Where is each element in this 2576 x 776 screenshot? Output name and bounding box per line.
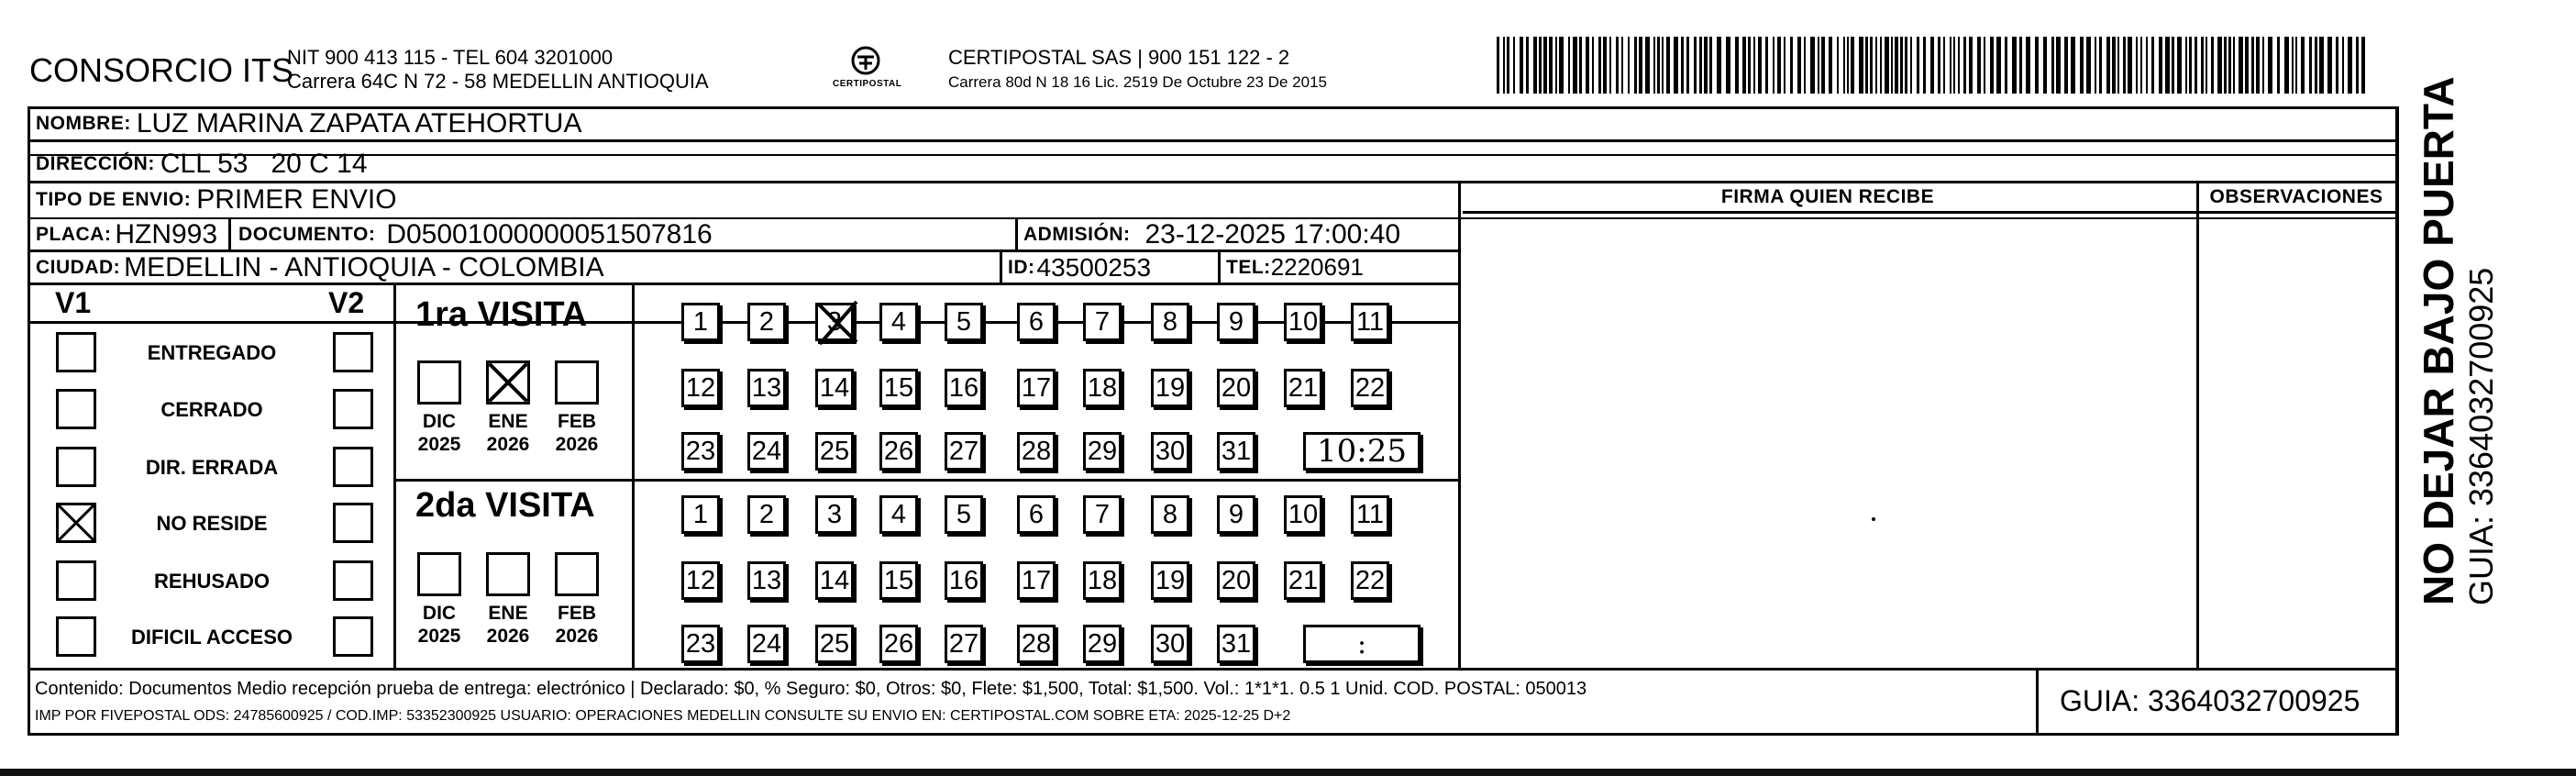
day-check-mark <box>813 298 862 348</box>
day-box[interactable]: 21 <box>1284 369 1322 407</box>
day-box[interactable]: 22 <box>1351 561 1389 600</box>
month-checkbox[interactable] <box>486 360 530 405</box>
day-box[interactable]: 23 <box>681 625 720 663</box>
day-box[interactable]: 28 <box>1017 432 1056 471</box>
direccion-row <box>30 147 2392 181</box>
company-name: CONSORCIO ITS <box>29 51 294 89</box>
day-box[interactable]: 5 <box>945 303 983 341</box>
day-box[interactable]: 16 <box>945 369 983 407</box>
v1-checkbox[interactable] <box>56 332 96 372</box>
tel-cell <box>1221 252 1456 283</box>
visit1-title: 1ra VISITA <box>415 295 588 334</box>
day-box[interactable]: 31 <box>1217 625 1255 663</box>
day-box[interactable]: 2 <box>747 495 786 534</box>
time-box[interactable]: : <box>1303 625 1421 663</box>
admision-value: 23-12-2025 17:00:40 <box>1144 219 1401 249</box>
day-box[interactable]: 18 <box>1083 561 1122 600</box>
status-label: ENTREGADO <box>147 341 277 364</box>
ciudad-row <box>30 252 998 283</box>
v1-checkbox[interactable] <box>56 447 96 487</box>
visit2-title: 2da VISITA <box>415 486 595 525</box>
day-box[interactable]: 4 <box>879 495 918 534</box>
company-nit: NIT 900 413 115 - TEL 604 3201000 <box>287 46 614 69</box>
id-cell <box>1002 252 1216 283</box>
day-box[interactable]: 14 <box>815 561 854 600</box>
day-box[interactable]: 11 <box>1351 495 1389 534</box>
direccion-label: DIRECCIÓN: <box>36 152 155 174</box>
documento-label: DOCUMENTO: <box>238 223 376 245</box>
day-box[interactable]: 27 <box>945 625 983 663</box>
firma-area[interactable] <box>1461 214 2195 667</box>
company-address: Carrera 64C N 72 - 58 MEDELLIN ANTIOQUIA <box>287 70 709 93</box>
day-box[interactable]: 12 <box>681 369 720 407</box>
tipo-envio-row <box>30 183 1456 217</box>
day-box[interactable]: 7 <box>1083 495 1122 534</box>
nombre-row <box>30 108 2392 139</box>
tel-label: TEL: <box>1226 256 1271 278</box>
month-label: DIC 2025 <box>417 411 461 455</box>
day-box[interactable]: 25 <box>815 625 854 663</box>
day-box[interactable]: 3 <box>815 303 854 341</box>
month-label: ENE 2026 <box>486 603 530 647</box>
stray-dot <box>1872 517 1875 521</box>
status-label: DIFICIL ACCESO <box>130 626 293 649</box>
day-box[interactable]: 14 <box>815 369 854 407</box>
id-label: ID: <box>1008 256 1035 278</box>
day-box[interactable]: 5 <box>945 495 983 534</box>
placa-label: PLACA: <box>36 223 112 245</box>
page-edge <box>0 769 2576 776</box>
month-label: ENE 2026 <box>486 411 530 455</box>
v1-checkbox[interactable] <box>56 560 96 601</box>
side-guia: GUIA: 3364032700925 <box>2462 267 2500 605</box>
ciudad-label: CIUDAD: <box>36 256 121 278</box>
day-box[interactable]: 4 <box>879 303 918 341</box>
placa-row <box>30 219 1012 249</box>
admision-label: ADMISIÓN: <box>1023 223 1131 245</box>
footer-contenido: Contenido: Documentos Medio recepción prueba de entrega: electrónico | Declarado: $0, % Seguro: $0, Otros: $0, Flete: $1,500, Total: $1,500. Vol.: 1*1*1. 0.5 1 Unid. COD. POSTAL: 050013 <box>35 679 1587 699</box>
barcode <box>1497 37 2368 94</box>
v2-checkbox[interactable] <box>333 332 373 372</box>
ciudad-value: MEDELLIN - ANTIOQUIA - COLOMBIA <box>124 252 604 283</box>
day-box[interactable]: 26 <box>879 432 918 471</box>
day-box[interactable]: 24 <box>747 625 786 663</box>
day-box[interactable]: 17 <box>1017 561 1056 600</box>
status-label: NO RESIDE <box>156 512 268 535</box>
day-box[interactable]: 24 <box>747 432 786 471</box>
day-box[interactable]: 20 <box>1217 561 1255 600</box>
day-box[interactable]: 8 <box>1151 303 1189 341</box>
day-box[interactable]: 18 <box>1083 369 1122 407</box>
month-checkbox[interactable] <box>486 552 530 596</box>
certipostal-info: CERTIPOSTAL SAS | 900 151 122 - 2 <box>948 46 1290 69</box>
day-box[interactable]: 30 <box>1151 625 1189 663</box>
month-label: DIC 2025 <box>417 603 461 647</box>
v2-checkbox[interactable] <box>333 447 373 487</box>
v1-label: V1 <box>55 286 92 319</box>
day-box[interactable]: 25 <box>815 432 854 471</box>
side-text <box>2414 76 2524 605</box>
day-box[interactable]: 20 <box>1217 369 1255 407</box>
day-box[interactable]: 12 <box>681 561 720 600</box>
footer-imp: IMP POR FIVEPOSTAL ODS: 24785600925 / COD.IMP: 53352300925 USUARIO: OPERACIONES MEDELLIN CONSULTE SU ENVIO EN: CERTIPOSTAL.COM SOBRE ETA: 2025-12-25 D+2 <box>35 708 1291 724</box>
day-box[interactable]: 9 <box>1217 303 1255 341</box>
status-label: REHUSADO <box>154 570 270 593</box>
day-box[interactable]: 19 <box>1151 561 1189 600</box>
day-box[interactable]: 27 <box>945 432 983 471</box>
v2-label: V2 <box>328 286 365 319</box>
day-box[interactable]: 29 <box>1083 625 1122 663</box>
v1-checkbox[interactable] <box>56 503 96 543</box>
day-box[interactable]: 11 <box>1351 303 1389 341</box>
v2-checkbox[interactable] <box>333 616 373 657</box>
day-box[interactable]: 15 <box>879 561 918 600</box>
month-checkbox[interactable] <box>555 552 599 596</box>
day-box[interactable]: 19 <box>1151 369 1189 407</box>
day-box[interactable]: 7 <box>1083 303 1122 341</box>
v2-checkbox[interactable] <box>333 560 373 601</box>
admision-cell <box>1018 219 1456 249</box>
month-label: FEB 2026 <box>555 603 599 647</box>
day-box[interactable]: 6 <box>1017 495 1056 534</box>
month-checkbox[interactable] <box>417 552 461 596</box>
day-box[interactable]: 10 <box>1284 495 1322 534</box>
day-box[interactable]: 1 <box>681 303 720 341</box>
month-checkbox[interactable] <box>417 360 461 405</box>
tipo-envio-value: PRIMER ENVIO <box>196 184 397 215</box>
day-box[interactable]: 30 <box>1151 432 1189 471</box>
day-box[interactable]: 26 <box>879 625 918 663</box>
nombre-label: NOMBRE: <box>36 113 131 134</box>
direccion-value: CLL 53 20 C 14 <box>160 148 368 179</box>
id-value: 43500253 <box>1036 252 1152 282</box>
day-box[interactable]: 9 <box>1217 495 1255 534</box>
day-box[interactable]: 3 <box>815 495 854 534</box>
day-box[interactable]: 1 <box>681 495 720 534</box>
v1-checkbox[interactable] <box>56 389 96 429</box>
day-box[interactable]: 2 <box>747 303 786 341</box>
day-box[interactable]: 28 <box>1017 625 1056 663</box>
placa-value: HZN993 <box>115 219 218 249</box>
v1-checkbox[interactable] <box>56 616 96 657</box>
firma-header: FIRMA QUIEN RECIBE <box>1720 185 1935 207</box>
day-box[interactable]: 23 <box>681 432 720 471</box>
certipostal-license: Carrera 80d N 18 16 Lic. 2519 De Octubre 23 De 2015 <box>948 73 1327 91</box>
nombre-value: LUZ MARINA ZAPATA ATEHORTUA <box>136 108 582 139</box>
side-warning: NO DEJAR BAJO PUERTA <box>2415 76 2462 605</box>
status-label: CERRADO <box>160 398 263 421</box>
day-box[interactable]: 15 <box>879 369 918 407</box>
logo-text: CERTIPOSTAL <box>833 79 902 89</box>
tel-value: 2220691 <box>1270 253 1364 281</box>
day-box[interactable]: 8 <box>1151 495 1189 534</box>
footer-guia: GUIA: 3364032700925 <box>2060 684 2360 717</box>
day-box[interactable]: 29 <box>1083 432 1122 471</box>
day-box[interactable]: 16 <box>945 561 983 600</box>
month-label: FEB 2026 <box>555 411 599 455</box>
day-box[interactable]: 21 <box>1284 561 1322 600</box>
header <box>0 0 2576 103</box>
day-box[interactable]: 13 <box>747 369 786 407</box>
day-box[interactable]: 22 <box>1351 369 1389 407</box>
day-box[interactable]: 31 <box>1217 432 1255 471</box>
tipo-envio-label: TIPO DE ENVIO: <box>36 189 192 210</box>
documento-value: D05001000000051507816 <box>386 219 713 249</box>
day-box[interactable]: 13 <box>747 561 786 600</box>
observaciones-area[interactable] <box>2199 214 2394 667</box>
observaciones-header: OBSERVACIONES <box>2209 185 2383 207</box>
month-checkbox[interactable] <box>555 360 599 405</box>
v2-checkbox[interactable] <box>333 503 373 543</box>
certipostal-logo <box>829 42 902 97</box>
status-label: DIR. ERRADA <box>145 456 279 479</box>
v2-checkbox[interactable] <box>333 389 373 429</box>
day-box[interactable]: 10 <box>1284 303 1322 341</box>
day-box[interactable]: 17 <box>1017 369 1056 407</box>
day-box[interactable]: 6 <box>1017 303 1056 341</box>
time-box[interactable]: 10:25 <box>1303 432 1421 471</box>
